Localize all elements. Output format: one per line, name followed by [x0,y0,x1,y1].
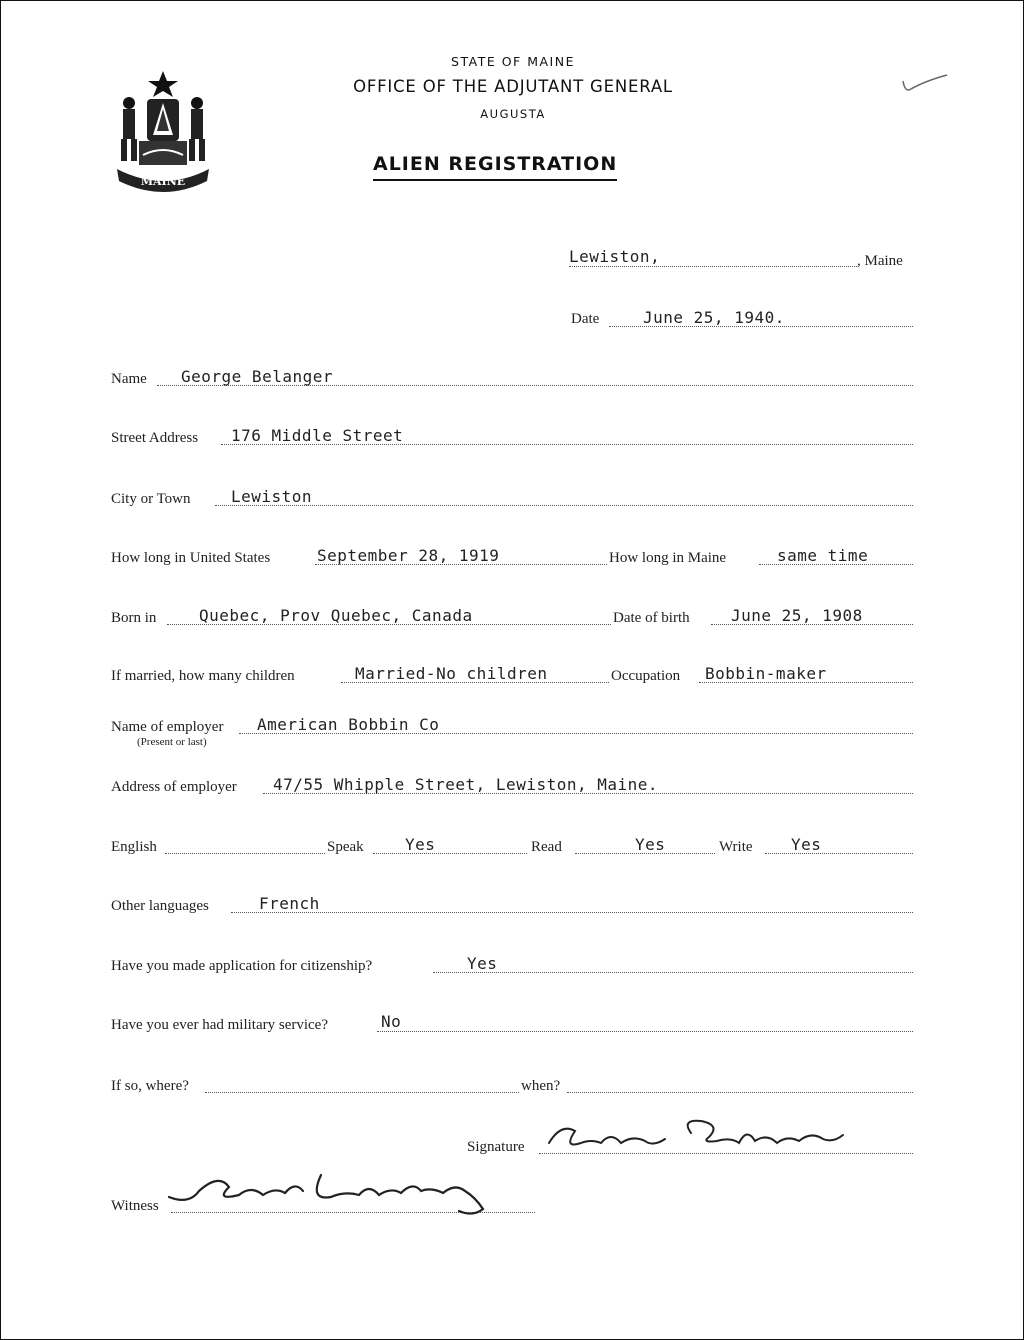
city-line [215,505,913,506]
write-value: Yes [791,835,822,854]
street-label: Street Address [111,430,199,446]
english-label: English [111,839,157,855]
place-line [569,266,857,267]
when-line [567,1092,913,1093]
date-of-birth-value: June 25, 1908 [731,606,863,625]
other-languages-value: French [259,894,320,913]
citizenship-line [433,972,913,973]
employer-sublabel: (Present or last) [137,736,207,748]
city-label: City or Town [111,491,191,507]
write-line [765,853,913,854]
read-value: Yes [635,835,666,854]
employer-address-label: Address of employer [111,779,237,795]
place-suffix: , Maine [857,253,903,269]
occupation-label: Occupation [611,668,681,684]
office-heading: OFFICE OF THE ADJUTANT GENERAL [353,77,673,96]
street-value: 176 Middle Street [231,426,404,445]
how-long-maine-label: How long in Maine [609,550,727,566]
citizenship-value: Yes [467,954,498,973]
seal-banner-text: MAINE [140,175,186,188]
how-long-us-value: September 28, 1919 [317,546,500,565]
signature-label: Signature [467,1139,525,1155]
witness-handwriting [159,1161,489,1225]
military-value: No [381,1012,402,1031]
speak-label: Speak [327,839,364,855]
name-label: Name [111,371,147,387]
date-of-birth-label: Date of birth [613,610,690,626]
speak-line [373,853,527,854]
date-value: June 25, 1940. [643,308,785,327]
children-label: If married, how many children [111,668,295,684]
place-value: Lewiston, [569,247,661,266]
state-heading: STATE OF MAINE [451,54,575,69]
date-label: Date [571,311,600,327]
city-value: Lewiston [231,487,313,506]
employer-value: American Bobbin Co [257,715,440,734]
how-long-us-label: How long in United States [111,550,271,566]
write-label: Write [719,839,753,855]
how-long-maine-value: same time [777,546,869,565]
citizenship-label: Have you made application for citizenship? [111,958,373,974]
where-label: If so, where? [111,1078,189,1094]
signature-handwriting [541,1113,851,1163]
other-languages-line [231,912,913,913]
read-label: Read [531,839,562,855]
form-title: ALIEN REGISTRATION [373,153,617,181]
other-languages-label: Other languages [111,898,209,914]
occupation-value: Bobbin-maker [705,664,827,683]
military-label: Have you ever had military service? [111,1017,328,1033]
military-line [377,1031,913,1032]
name-value: George Belanger [181,367,333,386]
children-value: Married-No children [355,664,548,683]
city-heading: AUGUSTA [480,107,546,121]
employer-address-value: 47/55 Whipple Street, Lewiston, Maine. [273,775,659,794]
when-label: when? [521,1078,561,1094]
speak-value: Yes [405,835,436,854]
born-in-value: Quebec, Prov Quebec, Canada [199,606,473,625]
english-line [165,853,325,854]
witness-label: Witness [111,1198,159,1214]
born-in-label: Born in [111,610,157,626]
where-line [205,1092,519,1093]
employer-label: Name of employer [111,719,224,735]
